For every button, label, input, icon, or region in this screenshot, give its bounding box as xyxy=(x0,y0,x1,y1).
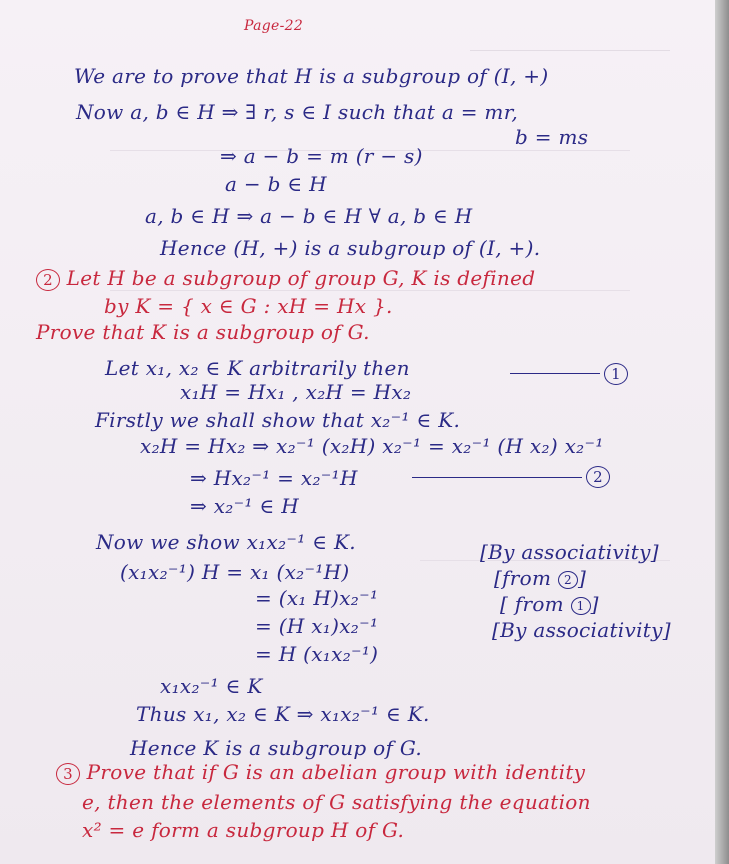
justification-3: [ from 1 ] xyxy=(500,592,599,616)
question-2-number: 2 xyxy=(36,269,60,291)
equation-label-2: 2 xyxy=(586,463,610,488)
proof-line-4: ⇒ a − b = m (r − s) xyxy=(220,144,423,168)
proof-line-2: Now a, b ∈ H ⇒ ∃ r, s ∈ I such that a = mr, xyxy=(76,100,519,124)
solution-line-9: = (x₁ H)x₂⁻¹ xyxy=(255,586,379,610)
solution-line-13: Thus x₁, x₂ ∈ K ⇒ x₁x₂⁻¹ ∈ K. xyxy=(136,702,430,726)
question-2-definition: by K = { x ∈ G : xH = Hx }. xyxy=(104,294,393,318)
proof-conclusion: Hence (H, +) is a subgroup of (I, +). xyxy=(160,236,541,260)
solution-line-1: Let x₁, x₂ ∈ K arbitrarily then xyxy=(105,356,410,380)
solution-line-5: ⇒ Hx₂⁻¹ = x₂⁻¹H xyxy=(190,466,358,490)
question-3-number: 3 xyxy=(56,763,80,785)
solution-line-4: x₂H = Hx₂ ⇒ x₂⁻¹ (x₂H) x₂⁻¹ = x₂⁻¹ (H x₂) x₂⁻¹ xyxy=(140,434,604,458)
justification-2: [from 2 ] xyxy=(494,566,587,590)
question-3-text: Prove that if G is an abelian group with identity xyxy=(86,760,586,784)
solution-line-10: = (H x₁)x₂⁻¹ xyxy=(255,614,379,638)
solution-line-11: = H (x₁x₂⁻¹) xyxy=(255,642,379,666)
equation-label-1: 1 xyxy=(604,360,628,385)
solution-line-7: Now we show x₁x₂⁻¹ ∈ K. xyxy=(96,530,356,554)
question-3-line-3: x² = e form a subgroup H of G. xyxy=(82,818,405,842)
question-3-statement xyxy=(56,760,585,785)
question-2-statement xyxy=(36,266,535,291)
equation-leader-2 xyxy=(412,477,582,478)
proof-line-6: a, b ∈ H ⇒ a − b ∈ H ∀ a, b ∈ H xyxy=(145,204,473,228)
question-3-line-2: e, then the elements of G satisfying the equation xyxy=(82,790,591,814)
solution-line-3: Firstly we shall show that x₂⁻¹ ∈ K. xyxy=(95,408,461,432)
solution-line-8: (x₁x₂⁻¹) H = x₁ (x₂⁻¹H) xyxy=(120,560,350,584)
question-2-text: Let H be a subgroup of group G, K is defined xyxy=(66,266,536,290)
proof-line-1: We are to prove that H is a subgroup of (I, +) xyxy=(74,64,549,88)
solution-line-6: ⇒ x₂⁻¹ ∈ H xyxy=(190,494,299,518)
equation-leader-1 xyxy=(510,373,600,374)
page-number: Page-22 xyxy=(244,18,304,34)
proof-line-3: b = ms xyxy=(515,125,589,149)
solution-conclusion: Hence K is a subgroup of G. xyxy=(130,736,423,760)
question-2-task: Prove that K is a subgroup of G. xyxy=(36,320,370,344)
proof-line-5: a − b ∈ H xyxy=(225,172,327,196)
page-edge-shadow xyxy=(715,0,729,864)
solution-line-2: x₁H = Hx₁ , x₂H = Hx₂ xyxy=(180,380,412,404)
justification-4: [By associativity] xyxy=(492,618,671,642)
solution-line-12: x₁x₂⁻¹ ∈ K xyxy=(160,674,263,698)
justification-1: [By associativity] xyxy=(480,540,659,564)
